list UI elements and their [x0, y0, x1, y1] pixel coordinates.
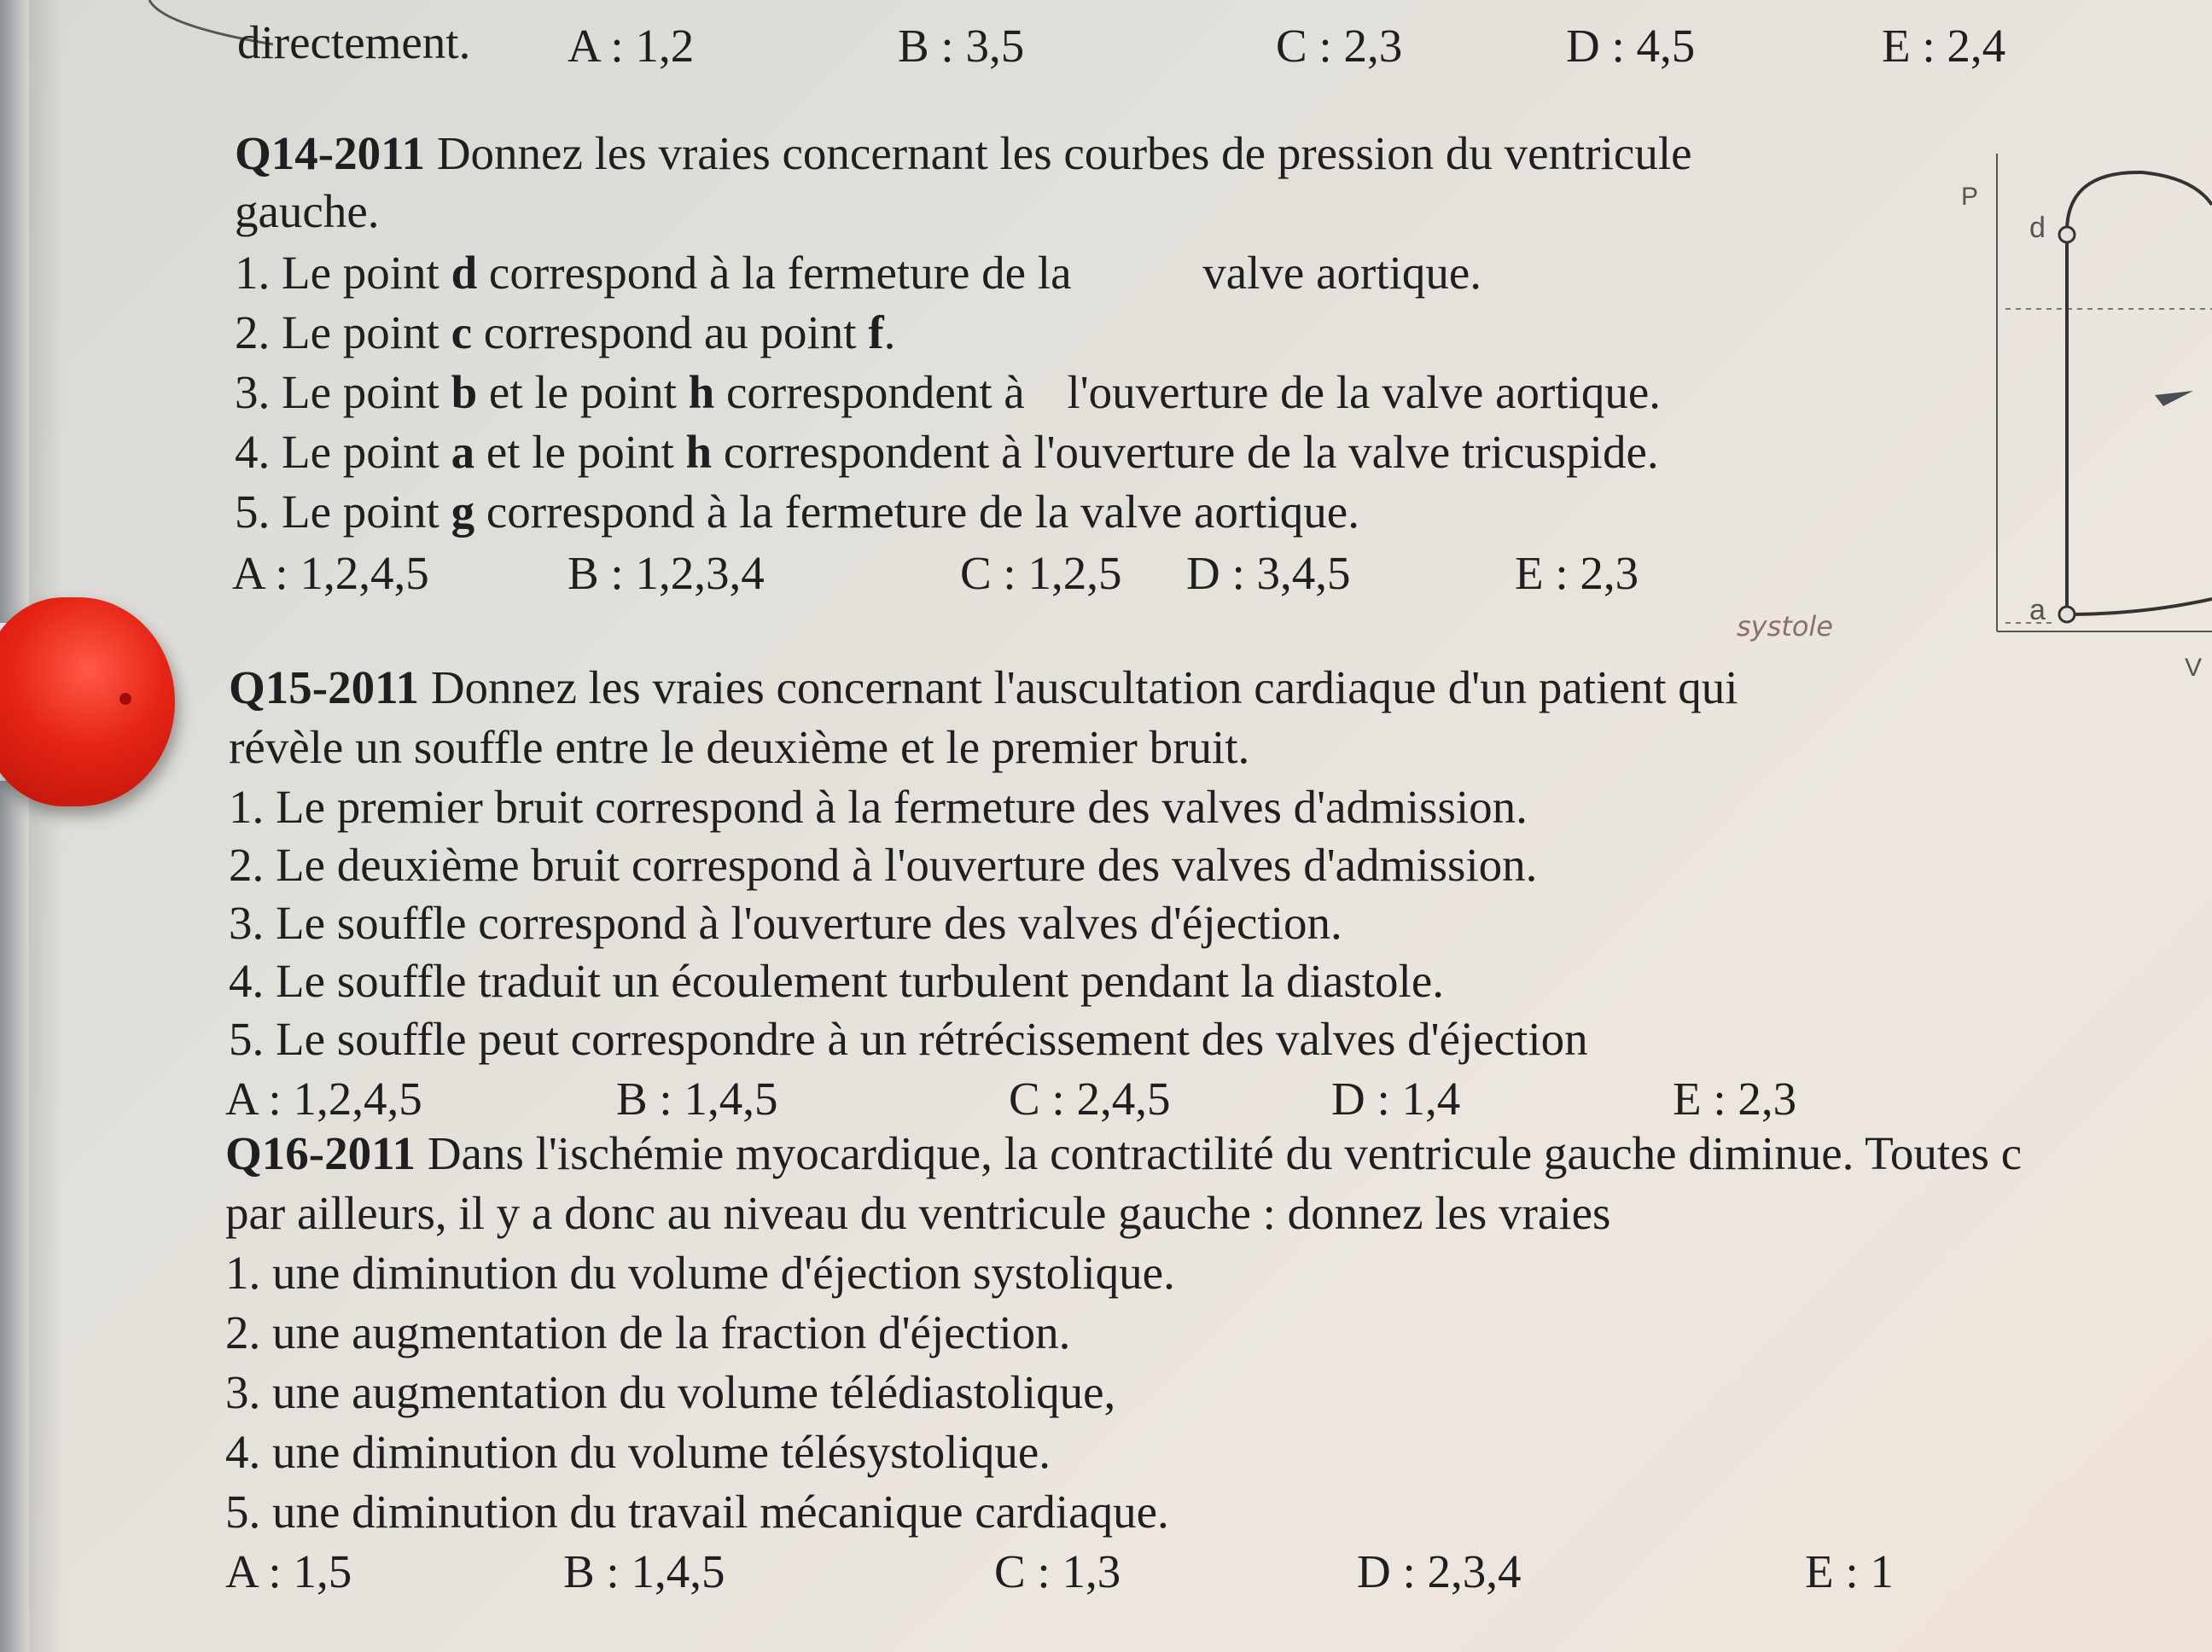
- q15-option-b: B : 1,4,5: [616, 1073, 778, 1125]
- q14-item-1-text-d: valve aortique.: [1202, 247, 1482, 299]
- prev-options: [0, 16, 2212, 79]
- q15-item-3: 3. Le souffle correspond à l'ouverture des valves d'éjection.: [229, 897, 1342, 949]
- handwritten-annotation: systole: [1737, 610, 1833, 643]
- prev-option-a: A : 1,2: [568, 20, 695, 72]
- q15-prompt-line-1: [229, 661, 1738, 713]
- diagram-axis-p-label: P: [1961, 183, 1979, 211]
- q14-item-2-text-c: correspond au point: [483, 306, 857, 358]
- diagram-pv-loop: [2067, 172, 2212, 614]
- q14-option-e: E : 2,3: [1515, 547, 1639, 599]
- marker-cap-dot: [119, 693, 131, 705]
- diagram-point-a-label: a: [2029, 594, 2046, 626]
- q14-item-5-number: 5.: [235, 486, 271, 538]
- q15-item-5: 5. Le souffle peut correspondre à un rétrécissement des valves d'éjection: [229, 1013, 1588, 1065]
- q14-item-4-text-c: et le point: [486, 426, 674, 478]
- prev-option-b: B : 3,5: [898, 20, 1025, 72]
- q16-option-d: D : 2,3,4: [1357, 1545, 1522, 1597]
- diagram-axis-v-label: V: [2185, 654, 2203, 682]
- q14-item-1-number: 1.: [235, 247, 271, 299]
- q14-item-1-point: d: [451, 247, 478, 299]
- q14-item-3-text-c: et le point: [488, 366, 677, 418]
- q14-item-4-text-a: Le point: [282, 426, 439, 478]
- diagram-point-a-marker: [2059, 607, 2075, 622]
- q14-item-4-point-h: h: [685, 426, 713, 478]
- q14-option-d: D : 3,4,5: [1186, 547, 1351, 599]
- q14-item-3-text-f: l'ouverture de la valve aortique.: [1067, 366, 1662, 418]
- q16-prompt-line-2: par ailleurs, il y a donc au niveau du ventricule gauche : donnez les vraies: [225, 1187, 1611, 1239]
- prev-option-c: C : 2,3: [1276, 20, 1403, 72]
- q15-item-1: 1. Le premier bruit correspond à la fermeture des valves d'admission.: [229, 781, 1528, 833]
- q15-option-d: D : 1,4: [1331, 1073, 1461, 1125]
- q16-prompt-line-1: [225, 1127, 2023, 1179]
- q14-options: [0, 546, 2212, 606]
- q14-item-3-text-a: Le point: [282, 366, 439, 418]
- q14-item-4-point-a: a: [451, 426, 475, 478]
- q14-prompt-line-1: [235, 127, 1692, 179]
- q14-item-4-text-e: correspondent à l'ouverture de la valve tricuspide.: [723, 426, 1659, 478]
- pressure-volume-diagram: [1937, 154, 2212, 700]
- q14-item-3-text-e: correspondent à: [725, 366, 1025, 418]
- q14-option-a: A : 1,2,4,5: [232, 547, 429, 599]
- q16-option-b: B : 1,4,5: [563, 1545, 725, 1597]
- q14-item-2-number: 2.: [235, 306, 271, 358]
- q14-item-1: [235, 247, 1482, 299]
- q14-item-2-point: c: [451, 306, 472, 358]
- q16-label: Q16-2011: [225, 1127, 416, 1179]
- q16-item-5: 5. une diminution du travail mécanique cardiaque.: [225, 1486, 1169, 1538]
- q14-item-4-number: 4.: [235, 426, 271, 478]
- prev-option-e: E : 2,4: [1882, 20, 2006, 72]
- q15-option-e: E : 2,3: [1673, 1073, 1797, 1125]
- q15-option-a: A : 1,2,4,5: [225, 1073, 422, 1125]
- q14-item-4: [235, 426, 1659, 478]
- q14-prompt-1: Donnez les vraies concernant les courbes de pression du ventricule: [436, 127, 1692, 179]
- q14-option-c: C : 1,2,5: [960, 547, 1122, 599]
- q16-options: [0, 1544, 2212, 1604]
- q16-option-a: A : 1,5: [225, 1545, 352, 1597]
- q14-item-5-point-g: g: [451, 486, 475, 538]
- red-marker: [0, 597, 188, 811]
- q14-label: Q14-2011: [235, 127, 426, 179]
- page-edge: [0, 0, 29, 1652]
- q15-item-2: 2. Le deuxième bruit correspond à l'ouverture des valves d'admission.: [229, 839, 1538, 891]
- q14-item-2-period: .: [883, 306, 896, 358]
- q15-options: [0, 1072, 2212, 1131]
- q14-option-b: B : 1,2,3,4: [568, 547, 765, 599]
- q16-item-3: 3. une augmentation du volume télédiastolique,: [225, 1366, 1116, 1418]
- q16-item-4: 4. une diminution du volume télésystolique.: [225, 1426, 1051, 1478]
- q16-option-e: E : 1: [1805, 1545, 1894, 1597]
- marker-cap: [0, 597, 175, 806]
- q14-item-3: [235, 366, 1662, 418]
- prev-question-tail: directement.: [237, 16, 471, 68]
- q15-prompt-line-2: révèle un souffle entre le deuxième et le premier bruit.: [229, 721, 1250, 773]
- q14-item-1-text-a: Le point: [282, 247, 439, 299]
- q14-item-5-text-c: correspond à la fermeture de la valve aortique.: [486, 486, 1359, 538]
- q16-prompt-1: Dans l'ischémie myocardique, la contractilité du ventricule gauche diminue. Toutes c: [427, 1127, 2023, 1179]
- prev-option-d: D : 4,5: [1566, 20, 1696, 72]
- q14-item-3-point-b: b: [451, 366, 478, 418]
- q15-prompt-1: Donnez les vraies concernant l'auscultation cardiaque d'un patient qui: [430, 661, 1738, 713]
- q14-item-1-text-c: correspond à la fermeture de la: [488, 247, 1072, 299]
- q15-item-4: 4. Le souffle traduit un écoulement turbulent pendant la diastole.: [229, 955, 1444, 1007]
- q14-item-5: [235, 486, 1359, 538]
- q14-item-5-text-a: Le point: [282, 486, 439, 538]
- diagram-point-d-label: d: [2029, 212, 2046, 244]
- q14-item-3-number: 3.: [235, 366, 271, 418]
- q14-item-2-point-f: f: [868, 306, 884, 358]
- q16-item-2: 2. une augmentation de la fraction d'éjection.: [225, 1306, 1071, 1358]
- q14-item-2-text-a: Le point: [282, 306, 439, 358]
- q15-label: Q15-2011: [229, 661, 420, 713]
- q14-prompt-line-2: gauche.: [235, 185, 380, 237]
- page-gutter-shadow: [29, 0, 63, 1652]
- q16-option-c: C : 1,3: [994, 1545, 1121, 1597]
- diagram-point-d-marker: [2059, 227, 2075, 242]
- q14-item-3-point-h: h: [688, 366, 715, 418]
- q15-option-c: C : 2,4,5: [1009, 1073, 1171, 1125]
- q16-item-1: 1. une diminution du volume d'éjection systolique.: [225, 1247, 1175, 1299]
- q14-item-2: [235, 306, 896, 358]
